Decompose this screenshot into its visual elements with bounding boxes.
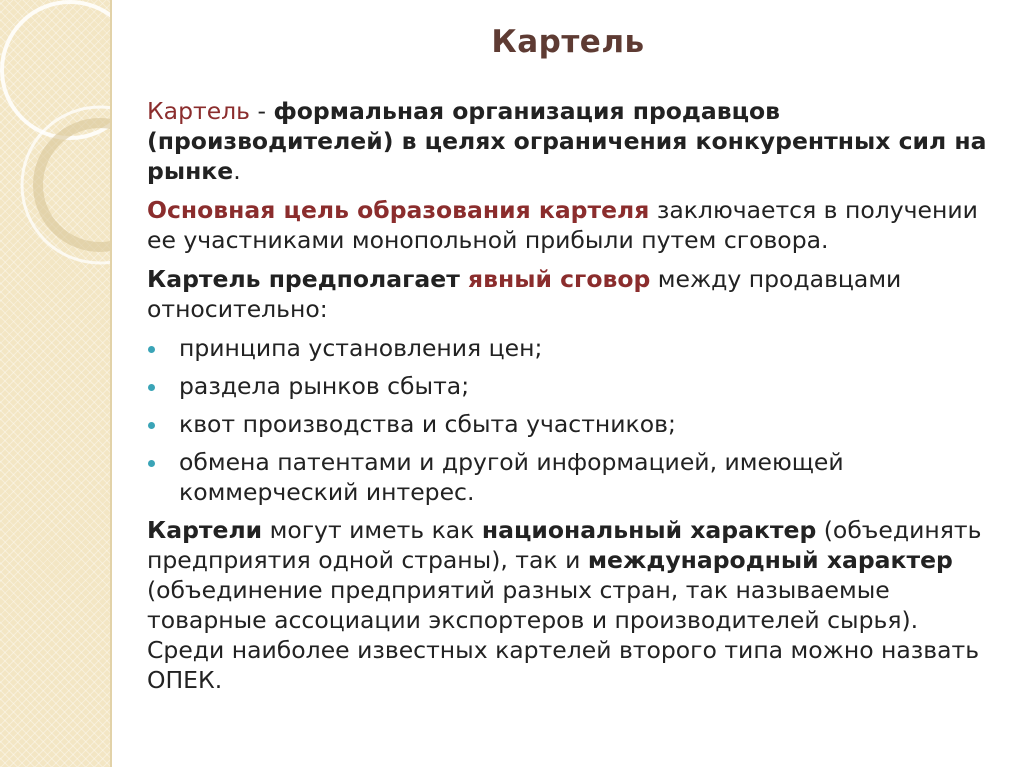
- term-cartel: Картель: [147, 97, 251, 125]
- slide-content: [147, 96, 987, 704]
- list-item-text: принципа установления цен;: [179, 334, 543, 362]
- list-item: [147, 333, 987, 363]
- national-character-term: национальный характер: [481, 516, 817, 544]
- goal-paragraph: [147, 195, 987, 255]
- decorative-rings-graphic: [0, 0, 112, 767]
- bullet-dot-icon: [148, 346, 155, 353]
- collusion-paragraph: [147, 264, 987, 324]
- slide-title: Картель: [491, 24, 645, 60]
- list-item: [147, 447, 987, 507]
- decorative-side-panel: [0, 0, 112, 767]
- definition-paragraph: [147, 96, 987, 186]
- term-separator: -: [250, 97, 274, 125]
- goal-text: заключается в получении ее участниками монопольной прибыли путем сговора.: [147, 196, 978, 254]
- definition-end: .: [233, 157, 241, 185]
- definition-text: формальная организация продавцов (производителей) в целях ограничения конкурентных сил на рынке: [147, 97, 987, 185]
- types-text-2: (объединять предприятия одной страны), так и: [147, 516, 982, 574]
- types-text-3: (объединение предприятий разных стран, так называемые товарные ассоциации экспортеров и производителей сырья). Среди наиболее известных картелей второго типа можно назвать ОПЕК.: [147, 576, 980, 694]
- types-paragraph: [147, 515, 987, 695]
- list-item-text: квот производства и сбыта участников;: [179, 410, 676, 438]
- goal-heading: Основная цель образования картеля: [147, 196, 650, 224]
- explicit-collusion-term: явный сговор: [468, 265, 651, 293]
- international-character-term: международный характер: [587, 546, 953, 574]
- collusion-text: между продавцами относительно:: [147, 265, 902, 323]
- cartels-term: Картели: [147, 516, 263, 544]
- bullet-dot-icon: [148, 384, 155, 391]
- bullet-dot-icon: [148, 422, 155, 429]
- list-item-text: раздела рынков сбыта;: [179, 372, 470, 400]
- types-text-1: могут иметь как: [262, 516, 482, 544]
- list-item: [147, 371, 987, 401]
- collusion-subjects-list: [147, 333, 987, 507]
- list-item-text: обмена патентами и другой информацией, имеющей коммерческий интерес.: [179, 448, 844, 506]
- collusion-lead: Картель предполагает: [147, 265, 469, 293]
- bullet-dot-icon: [148, 460, 155, 467]
- list-item: [147, 409, 987, 439]
